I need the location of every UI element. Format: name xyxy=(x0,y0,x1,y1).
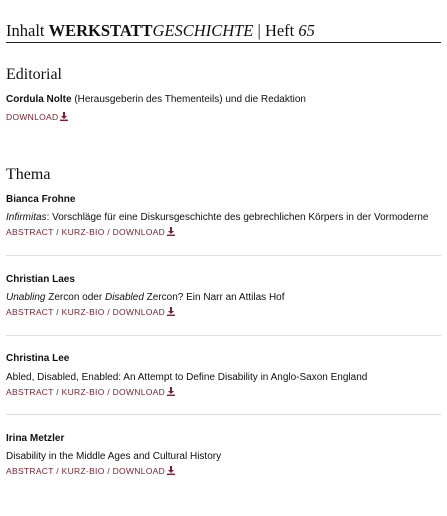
download-link[interactable] xyxy=(113,466,175,476)
section-heading-editorial: Editorial xyxy=(6,66,62,83)
article-title xyxy=(6,291,285,304)
editorial-download-link[interactable] xyxy=(6,112,68,122)
title-italic: Disabled xyxy=(104,292,144,303)
title-prefix: Inhalt xyxy=(6,21,49,40)
link-separator: / xyxy=(104,387,113,397)
download-label: DOWNLOAD xyxy=(112,227,166,237)
download-link[interactable] xyxy=(113,307,175,317)
article-divider xyxy=(6,335,441,336)
abstract-link[interactable]: ABSTRACT xyxy=(6,227,54,237)
download-arrow-icon xyxy=(167,227,175,236)
article-links xyxy=(6,466,175,477)
abstract-link[interactable]: ABSTRACT xyxy=(6,387,54,397)
title-italic: Unabling xyxy=(6,292,46,303)
bio-link[interactable]: KURZ-BIO xyxy=(61,387,105,397)
article-author: Irina Metzler xyxy=(6,433,65,444)
link-separator: / xyxy=(53,466,62,476)
download-label: DOWNLOAD xyxy=(112,307,166,317)
section-heading-thema: Thema xyxy=(6,166,51,183)
download-label: DOWNLOAD xyxy=(6,112,59,122)
download-arrow-icon xyxy=(60,112,68,121)
download-link[interactable] xyxy=(113,227,175,237)
brand-bold: WERKSTATT xyxy=(48,21,153,40)
article-title: Abled, Disabled, Enabled: An Attempt to Define Disability in Anglo-Saxon England xyxy=(6,372,368,383)
download-arrow-icon xyxy=(167,387,175,396)
article-divider xyxy=(6,414,441,415)
download-arrow-icon xyxy=(167,466,175,475)
download-label: DOWNLOAD xyxy=(112,387,166,397)
download-label: DOWNLOAD xyxy=(112,466,166,476)
abstract-link[interactable]: ABSTRACT xyxy=(6,466,54,476)
editorial-note: (Herausgeberin des Thementeils) und die Redaktion xyxy=(71,94,306,105)
link-separator: / xyxy=(53,387,62,397)
article-links xyxy=(6,387,175,398)
bio-link[interactable]: KURZ-BIO xyxy=(61,307,105,317)
article-divider xyxy=(6,255,441,256)
brand-italic: GESCHICHTE xyxy=(152,21,254,40)
title-italic: Infirmitas xyxy=(6,212,47,223)
abstract-link[interactable]: ABSTRACT xyxy=(6,307,54,317)
title-text: Zercon oder xyxy=(45,292,105,303)
bio-link[interactable]: KURZ-BIO xyxy=(61,466,105,476)
article-author: Bianca Frohne xyxy=(6,194,76,205)
title-separator: | Heft xyxy=(253,21,299,40)
link-separator: / xyxy=(53,227,62,237)
article-title: Disability in the Middle Ages and Cultural History xyxy=(6,451,222,462)
download-link[interactable] xyxy=(113,387,175,397)
article-author: Christina Lee xyxy=(6,353,70,364)
article-author: Christian Laes xyxy=(6,274,75,285)
editorial-credit xyxy=(6,93,306,106)
bio-link[interactable]: KURZ-BIO xyxy=(61,227,105,237)
article-links xyxy=(6,227,175,238)
title-text: Zercon? Ein Narr an Attilas Hof xyxy=(143,292,285,303)
editorial-links xyxy=(6,112,68,123)
editorial-author: Cordula Nolte xyxy=(6,94,72,105)
download-arrow-icon xyxy=(167,307,175,316)
page-title xyxy=(6,20,441,43)
link-separator: / xyxy=(104,227,113,237)
article-links xyxy=(6,307,175,318)
article-title xyxy=(6,211,428,224)
link-separator: / xyxy=(53,307,62,317)
link-separator: / xyxy=(104,307,113,317)
link-separator: / xyxy=(104,466,113,476)
title-text: : Vorschläge für eine Diskursgeschichte des gebrechlichen Körpers in der Vormoderne xyxy=(46,212,429,223)
issue-number: 65 xyxy=(298,21,315,40)
